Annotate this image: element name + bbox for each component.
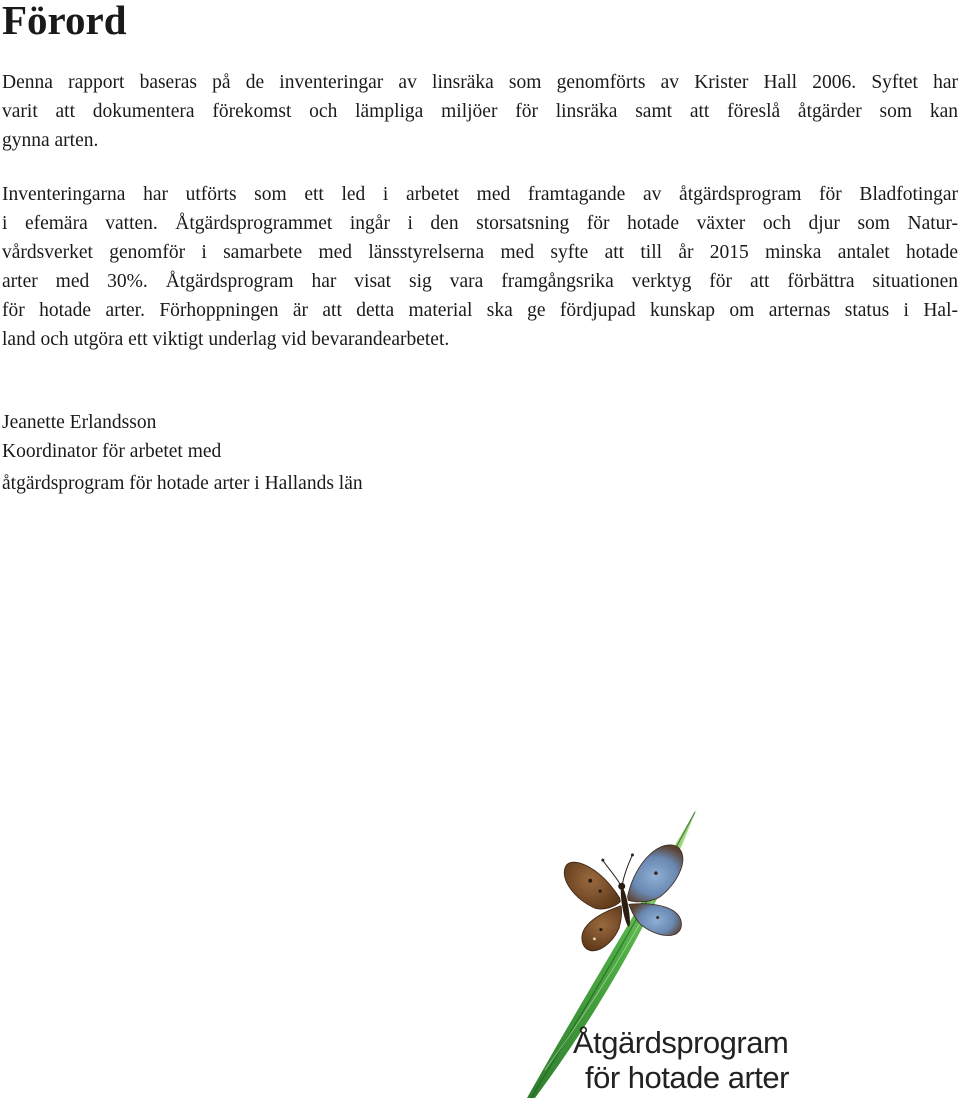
text-line: Inventeringarna har utförts som ett led i arbetet med framtagande av åtgärdsprogram för Bladfotingar <box>2 184 958 205</box>
logo-text-line-1: Åtgärdsprogram <box>573 1025 789 1060</box>
signature-block <box>2 408 363 498</box>
signature-role: åtgärdsprogram för hotade arter i Hallands län <box>2 473 363 494</box>
preface-paragraph-2 <box>2 180 958 354</box>
signature-role: Koordinator för arbetet med <box>2 441 222 462</box>
text-line: land och utgöra ett viktigt underlag vid bevarandearbetet. <box>2 329 450 350</box>
text-line: arter med 30%. Åtgärdsprogram har visat sig vara framgångsrika verktyg för att förbättra situationen <box>2 271 958 292</box>
program-logo <box>505 800 835 1100</box>
text-line: för hotade arter. Förhoppningen är att detta material ska ge fördjupad kunskap om arternas status i Hal- <box>2 300 958 321</box>
text-line: gynna arten. <box>2 130 99 151</box>
page-title: Förord <box>2 0 127 43</box>
logo-text-line-2: för hotade arter <box>585 1060 789 1095</box>
text-line: varit att dokumentera förekomst och lämpliga miljöer för linsräka samt att föreslå åtgärder som kan <box>2 101 958 122</box>
preface-paragraph-1 <box>2 68 958 155</box>
text-line: vårdsverket genomför i samarbete med länsstyrelserna med syfte att till år 2015 minska antalet hotade <box>2 242 958 263</box>
text-line: Denna rapport baseras på de inventeringar av linsräka som genomförts av Krister Hall 2006. Syftet har <box>2 72 958 93</box>
signature-name: Jeanette Erlandsson <box>2 412 157 433</box>
text-line: i efemära vatten. Åtgärdsprogrammet ingår i den storsatsning för hotade växter och djur som Natur- <box>2 213 958 234</box>
